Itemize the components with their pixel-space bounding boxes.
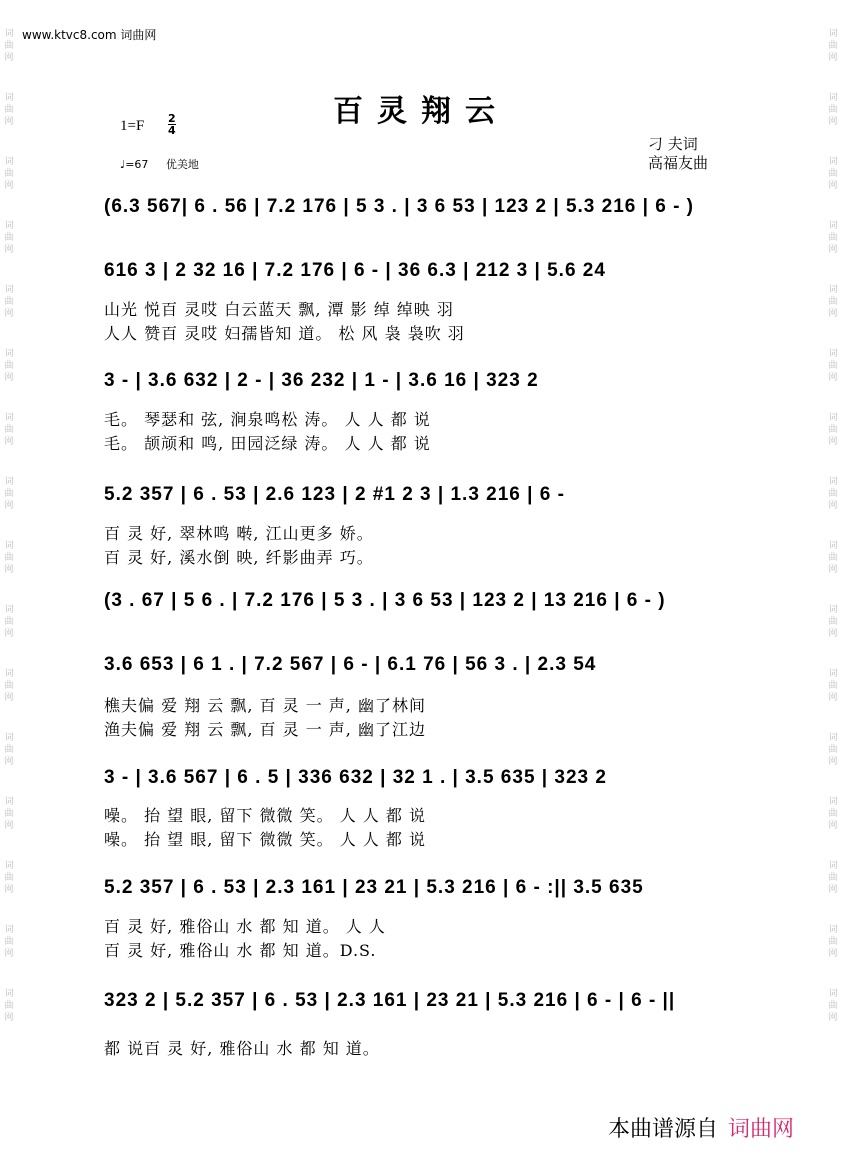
wm-group: 词 曲 网 [4,861,14,895]
source-label: 本曲谱源自 [607,1117,718,1142]
source-brand: 词曲网 [727,1117,794,1142]
notation-row: 616 3 | 2 32 16 | 7.2 176 | 6 - | 36 6.3 | 212 3 | 5.6 24 [104,260,606,281]
lyric-verse-1: 樵夫偏 爱 翔 云 飘, 百 灵 一 声, 幽了林间 [104,696,426,715]
wm-group: 词 曲 网 [4,29,14,63]
wm-group: 词 曲 网 [828,285,838,319]
wm-group: 词 曲 网 [828,349,838,383]
wm-group: 词 曲 网 [4,221,14,255]
lyric-verse-1: 噪。 抬 望 眼, 留下 微微 笑。 人 人 都 说 [104,806,426,825]
lyric-verse-1: 毛。 琴瑟和 弦, 涧泉鸣松 涛。 人 人 都 说 [104,410,431,429]
wm-group: 词 曲 网 [828,93,838,127]
wm-group: 词 曲 网 [828,541,838,575]
notation-row: (6.3 567| 6 . 56 | 7.2 176 | 5 3 . | 3 6 53 | 123 2 | 5.3 216 | 6 - ) [104,196,694,217]
wm-group: 词 曲 网 [4,93,14,127]
notation-row: 5.2 357 | 6 . 53 | 2.3 161 | 23 21 | 5.3 216 | 6 - :|| 3.5 635 [104,877,644,898]
wm-group: 词 曲 网 [4,477,14,511]
time-signature [168,113,176,136]
wm-group: 词 曲 网 [4,733,14,767]
lyric-verse-1: 百 灵 好, 雅俗山 水 都 知 道。 人 人 [104,917,386,936]
wm-group: 词 曲 网 [828,733,838,767]
wm-group: 词 曲 网 [4,605,14,639]
notation-row: 3 - | 3.6 632 | 2 - | 36 232 | 1 - | 3.6 16 | 323 2 [104,370,539,391]
lyric-verse-1: 都 说百 灵 好, 雅俗山 水 都 知 道。 [104,1039,380,1058]
wm-group: 词 曲 网 [828,989,838,1023]
wm-group: 词 曲 网 [828,605,838,639]
key-signature: 1=F [120,118,145,134]
wm-group: 词 曲 网 [4,797,14,831]
notation-row: 3.6 653 | 6 1 . | 7.2 567 | 6 - | 6.1 76 | 56 3 . | 2.3 54 [104,654,597,675]
lyric-verse-1: 山光 悦百 灵哎 白云蓝天 飘, 潭 影 绰 绰映 羽 [104,300,454,319]
time-signature-top: 2 [168,112,176,125]
wm-group: 词 曲 网 [828,29,838,63]
wm-group: 词 曲 网 [828,669,838,703]
time-signature-bottom: 4 [168,124,176,137]
lyric-verse-2: 百 灵 好, 雅俗山 水 都 知 道。D.S. [104,941,377,960]
wm-group: 词 曲 网 [828,157,838,191]
notation-row: 323 2 | 5.2 357 | 6 . 53 | 2.3 161 | 23 21 | 5.3 216 | 6 - | 6 - || [104,990,676,1011]
wm-group: 词 曲 网 [828,413,838,447]
notation-row: 3 - | 3.6 567 | 6 . 5 | 336 632 | 32 1 . | 3.5 635 | 323 2 [104,767,607,788]
notation-row: 5.2 357 | 6 . 53 | 2.6 123 | 2 #1 2 3 | 1.3 216 | 6 - [104,484,565,505]
composer-credit: 高福友曲 [648,154,709,172]
wm-group: 词 曲 网 [4,157,14,191]
lyric-verse-2: 人人 赞百 灵哎 妇孺皆知 道。 松 风 袅 袅吹 羽 [104,324,465,343]
watermark-right [826,0,840,1171]
lyric-verse-2: 毛。 颉颃和 鸣, 田园泛绿 涛。 人 人 都 说 [104,434,431,453]
wm-group: 词 曲 网 [4,285,14,319]
lyric-verse-2: 渔夫偏 爱 翔 云 飘, 百 灵 一 声, 幽了江边 [104,720,426,739]
wm-group: 词 曲 网 [4,989,14,1023]
site-url: www.ktvc8.com 词曲网 [22,28,157,42]
source-footer [608,1112,794,1143]
wm-group: 词 曲 网 [4,669,14,703]
lyric-verse-1: 百 灵 好, 翠林鸣 啭, 江山更多 娇。 [104,524,374,543]
tempo-value: ♩=67 [120,158,149,171]
song-title: 百灵翔云 [333,94,509,129]
wm-group: 词 曲 网 [4,413,14,447]
wm-group: 词 曲 网 [4,925,14,959]
wm-group: 词 曲 网 [828,221,838,255]
tempo-marking [120,156,199,172]
lyricist-credit: 刁 夫词 [648,135,698,153]
watermark-left [2,0,16,1171]
wm-group: 词 曲 网 [4,349,14,383]
wm-group: 词 曲 网 [828,477,838,511]
lyric-verse-2: 百 灵 好, 溪水倒 映, 纤影曲弄 巧。 [104,548,374,567]
wm-group: 词 曲 网 [828,925,838,959]
wm-group: 词 曲 网 [828,797,838,831]
wm-group: 词 曲 网 [4,541,14,575]
wm-group: 词 曲 网 [828,861,838,895]
lyric-verse-2: 噪。 抬 望 眼, 留下 微微 笑。 人 人 都 说 [104,830,426,849]
notation-row: (3 . 67 | 5 6 . | 7.2 176 | 5 3 . | 3 6 53 | 123 2 | 13 216 | 6 - ) [104,590,666,611]
expression-marking: 优美地 [165,158,199,171]
